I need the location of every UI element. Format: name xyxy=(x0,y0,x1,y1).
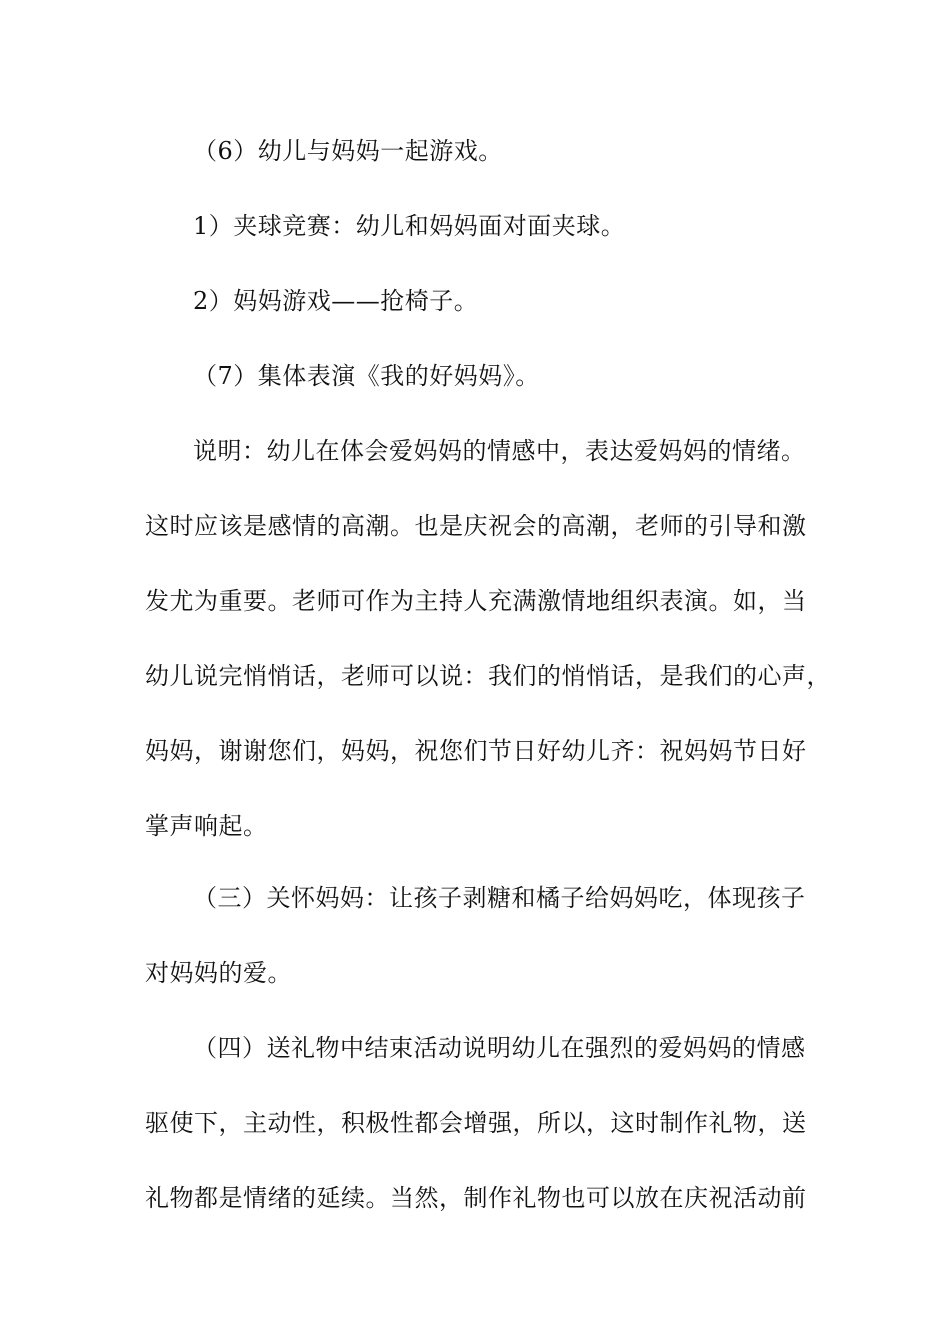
text-line-game-1: 1）夹球竞赛：幼儿和妈妈面对面夹球。 xyxy=(193,212,626,240)
text-line-section-4: （四）送礼物中结束活动说明幼儿在强烈的爱妈妈的情感 xyxy=(193,1034,806,1062)
text-line-section-4: 礼物都是情绪的延续。当然，制作礼物也可以放在庆祝活动前 xyxy=(145,1184,807,1212)
text-line-explanation: 幼儿说完悄悄话，老师可以说：我们的悄悄话，是我们的心声， xyxy=(145,662,831,690)
text-line-section-4: 驱使下，主动性，积极性都会增强，所以，这时制作礼物，送 xyxy=(145,1109,807,1137)
text-line-item-7: （7）集体表演《我的好妈妈》。 xyxy=(193,362,540,390)
text-line-item-6: （6）幼儿与妈妈一起游戏。 xyxy=(193,137,503,165)
text-line-explanation-end: 掌声响起。 xyxy=(145,812,268,840)
text-line-explanation: 这时应该是感情的高潮。也是庆祝会的高潮，老师的引导和激 xyxy=(145,512,807,540)
text-line-explanation: 妈妈，谢谢您们，妈妈，祝您们节日好幼儿齐：祝妈妈节日好 xyxy=(145,737,807,765)
text-line-explanation: 发尤为重要。老师可作为主持人充满激情地组织表演。如，当 xyxy=(145,587,807,615)
text-line-section-3-end: 对妈妈的爱。 xyxy=(145,959,292,987)
text-line-explanation-start: 说明：幼儿在体会爱妈妈的情感中，表达爱妈妈的情绪。 xyxy=(193,437,806,465)
text-line-game-2: 2）妈妈游戏——抢椅子。 xyxy=(193,287,479,315)
text-line-section-3: （三）关怀妈妈：让孩子剥糖和橘子给妈妈吃，体现孩子 xyxy=(193,884,806,912)
